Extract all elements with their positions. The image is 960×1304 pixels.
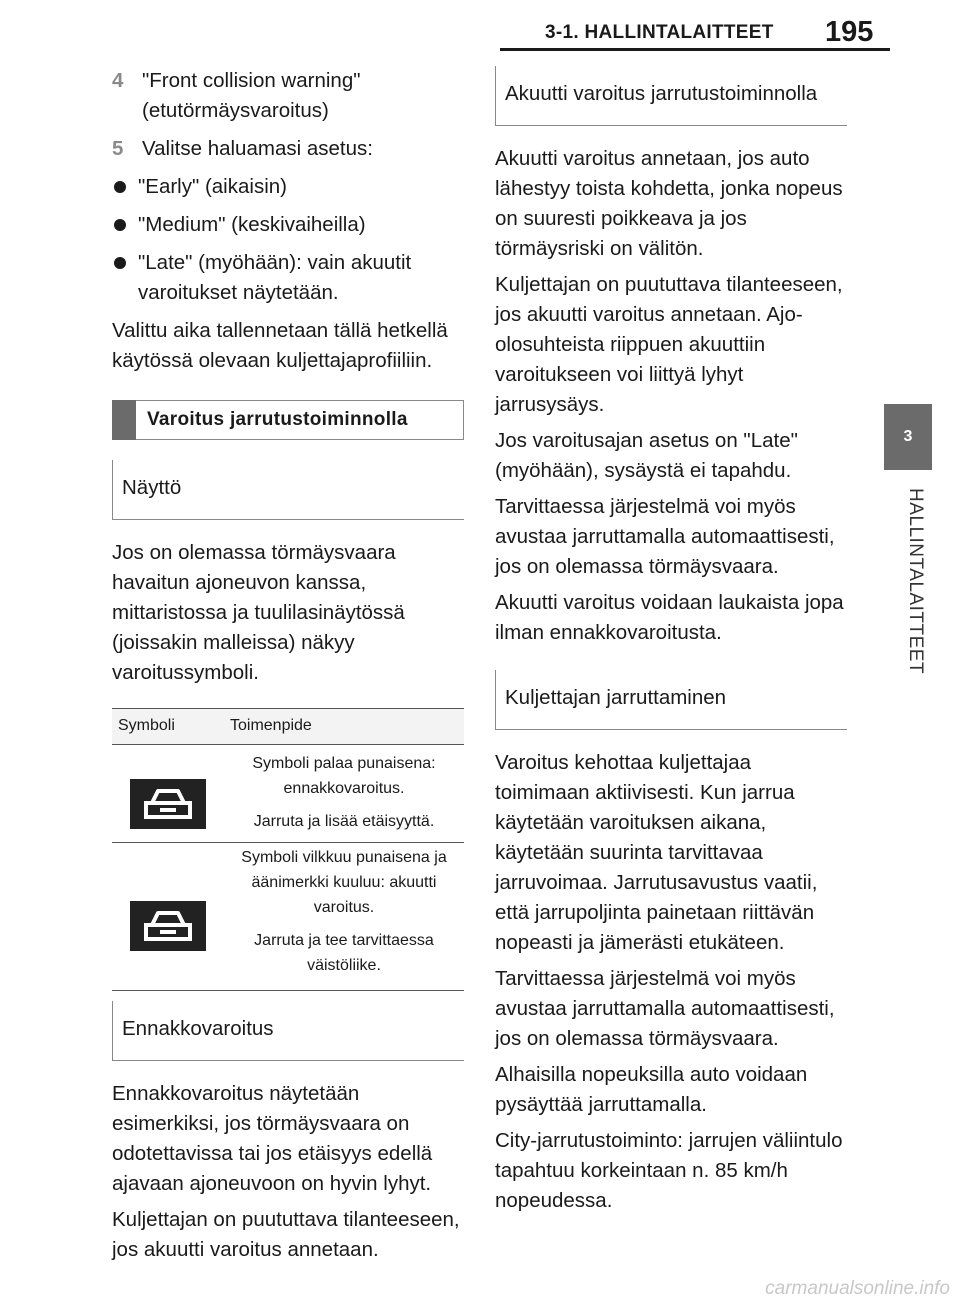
step-text: Valitse haluamasi asetus:: [142, 137, 373, 160]
braking-paragraph-1: Varoitus kehottaa kuljettajaa toimimaan aktiivisesti. Kun jarrua käytetään varoituksen aikana, käytetään suurinta tarvittavaa jarruvoimaa. Jarrutusavustus vaatii, että jarrupoljinta painetaan riittävän nopeasti ja jämerästi etukäteen.: [495, 751, 818, 954]
watermark: carmanualsonline.info: [765, 1278, 950, 1299]
heading-bar: [112, 400, 136, 440]
acute-paragraph-2: Kuljettajan on puututtava tilanteeseen, jos akuutti varoitus annetaan. Ajo-olosuhteista riippuen akuuttiin varoitukseen voi liittyä lyhyt jarrusysäys.: [495, 273, 843, 416]
step-5: [112, 134, 464, 164]
table-header-action: Toimenpide: [230, 717, 312, 734]
bullet-dot-icon: [114, 257, 126, 269]
car-warning-icon: [130, 779, 206, 829]
acute-paragraph-1: Akuutti varoitus annetaan, jos auto lähestyy toista kohdetta, jonka nopeus on suuresti poikkeava ja jos törmäysriski on välitön.: [495, 147, 843, 260]
subheading-pre-warning: [112, 1001, 464, 1061]
acute-paragraph-5: Akuutti varoitus voidaan laukaista jopa ilman ennakkovaroitusta.: [495, 591, 844, 644]
step-number: 4: [112, 69, 124, 92]
bullet-item: [112, 248, 464, 308]
step-4: [112, 66, 464, 126]
section-heading-text: Varoitus jarrutustoiminnolla: [147, 409, 408, 430]
subheading-text: Kuljettajan jarruttaminen: [505, 686, 727, 709]
section-title: 3-1. HALLINTALAITTEET: [545, 22, 774, 43]
row-desc-2: Jarruta ja lisää etäisyyttä.: [253, 813, 435, 830]
row-desc-1: Symboli palaa punaisena: ennakkovaroitus.: [252, 755, 436, 797]
saved-note: Valittu aika tallennetaan tällä hetkellä käytössä olevaan kuljettajaprofiiliin.: [112, 319, 448, 372]
subhead-underline: [112, 1060, 464, 1061]
header-rule: [500, 48, 890, 51]
bullet-item: [112, 210, 464, 240]
subhead-line: [112, 460, 113, 520]
subheading-text: Akuutti varoitus jarrutustoiminnolla: [505, 82, 818, 105]
bullet-dot-icon: [114, 181, 126, 193]
subhead-line: [112, 1001, 113, 1061]
bullet-text: "Late" (myöhään): vain akuutit varoitukset näytetään.: [138, 251, 412, 304]
row-desc-1: Symboli vilkkuu punaisena ja äänimerkki kuuluu: akuutti varoitus.: [241, 849, 447, 916]
subheading-acute: [495, 66, 847, 126]
subhead-line: [495, 66, 496, 126]
table-row: [112, 843, 464, 991]
chapter-tab: [884, 404, 932, 470]
page-header: [0, 0, 960, 60]
subheading-text: Ennakkovaroitus: [122, 1017, 274, 1040]
bullet-text: "Early" (aikaisin): [138, 175, 287, 198]
display-text: Jos on olemassa törmäysvaara havaitun ajoneuvon kanssa, mittaristossa ja tuulilasinäytössä (joissakin malleissa) näkyy varoitussymboli.: [112, 541, 405, 684]
table-row-description: [224, 845, 464, 978]
section-heading: [112, 400, 464, 440]
bullet-dot-icon: [114, 219, 126, 231]
subheading-display: [112, 460, 464, 520]
bullet-item: [112, 172, 464, 202]
row-desc-2: Jarruta ja tee tarvittaessa väistöliike.: [254, 932, 434, 974]
step-number: 5: [112, 137, 124, 160]
table-header: [112, 709, 464, 745]
subhead-line: [495, 670, 496, 730]
acute-paragraph-4: Tarvittaessa järjestelmä voi myös avustaa jarruttamalla automaattisesti, jos on olemassa törmäysvaara.: [495, 495, 835, 578]
braking-paragraph-4: City-jarrutustoiminto: jarrujen väliintulo tapahtuu korkeintaan n. 85 km/h nopeudessa.: [495, 1129, 843, 1212]
table-row-description: [224, 751, 464, 834]
driver-intervene-text: Kuljettajan on puututtava tilanteeseen, jos akuutti varoitus annetaan.: [112, 1208, 460, 1261]
pre-warning-text: Ennakkovaroitus näytetään esimerkiksi, jos törmäysvaara on odotettavissa tai jos etäisyys edellä ajavaan ajoneuvoon on hyvin lyhyt.: [112, 1082, 433, 1195]
subheading-text: Näyttö: [122, 476, 182, 499]
subheading-braking: [495, 670, 847, 730]
left-column: [112, 66, 464, 1271]
braking-paragraph-2: Tarvittaessa järjestelmä voi myös avustaa jarruttamalla automaattisesti, jos on olemassa törmäysvaara.: [495, 967, 835, 1050]
step-text: "Front collision warning" (etutörmäysvaroitus): [142, 69, 361, 122]
chapter-label-container: [896, 488, 926, 728]
table-row: [112, 745, 464, 843]
subhead-underline: [495, 125, 847, 126]
subhead-underline: [495, 729, 847, 730]
symbol-table: [112, 708, 464, 991]
bullet-text: "Medium" (keskivaiheilla): [138, 213, 366, 236]
chapter-number: 3: [903, 428, 913, 445]
page-number: 195: [825, 16, 874, 48]
car-warning-icon: [130, 901, 206, 951]
chapter-label: HALLINTALAITTEET: [905, 488, 926, 675]
subhead-underline: [112, 519, 464, 520]
table-header-symbol: Symboli: [118, 717, 175, 734]
acute-paragraph-3: Jos varoitusajan asetus on "Late" (myöhään), sysäystä ei tapahdu.: [495, 429, 798, 482]
braking-paragraph-3: Alhaisilla nopeuksilla auto voidaan pysäyttää jarruttamalla.: [495, 1063, 808, 1116]
right-column: [495, 66, 847, 1222]
